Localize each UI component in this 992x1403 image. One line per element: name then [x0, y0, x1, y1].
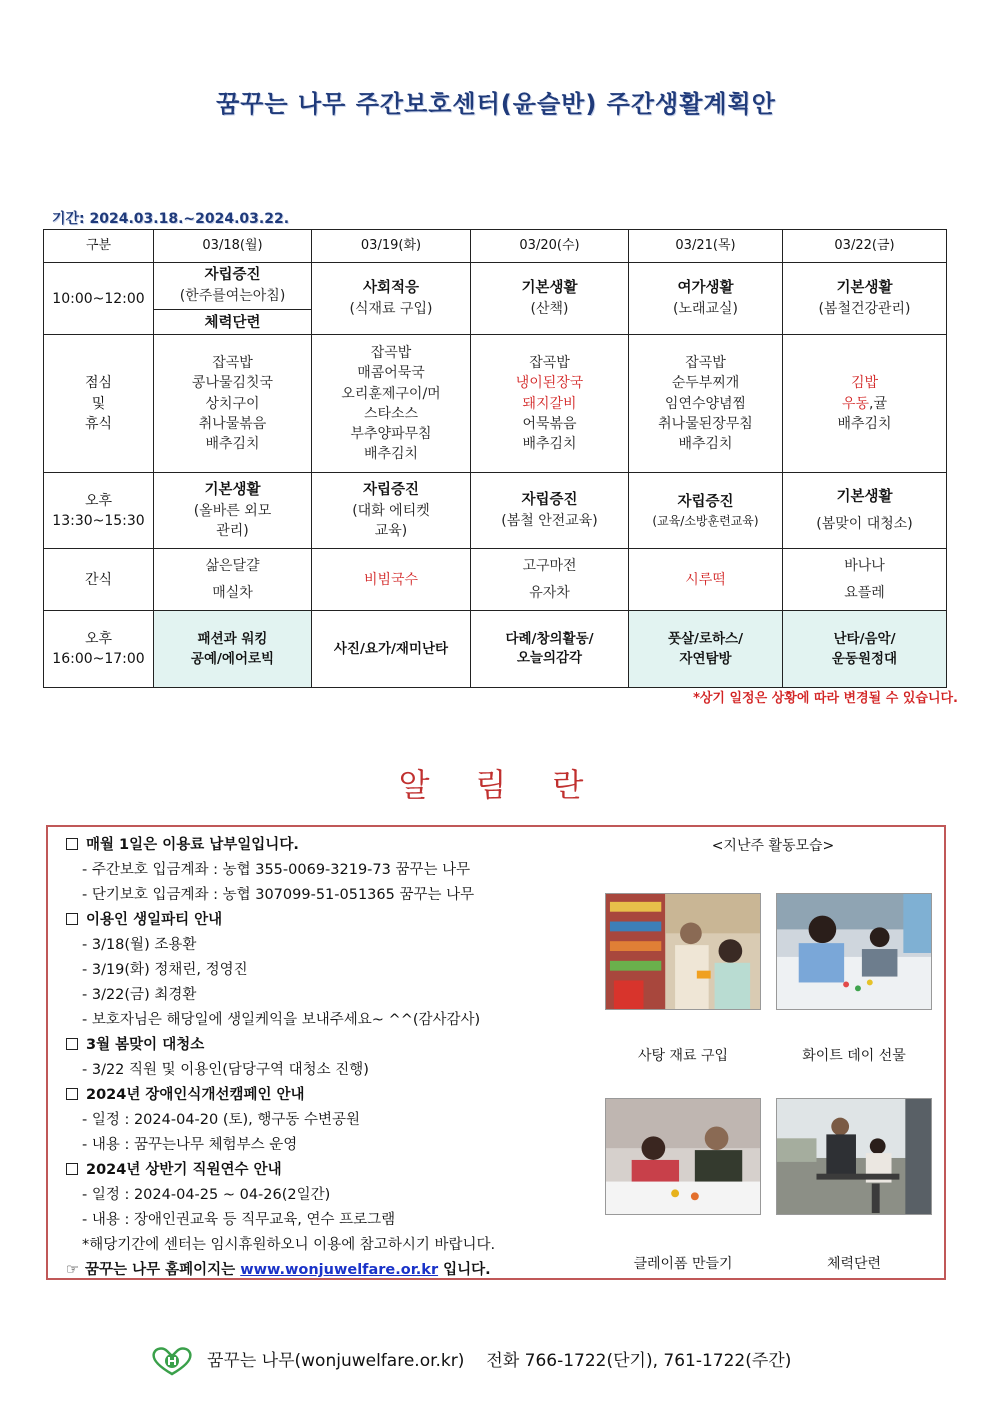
- footer: [150, 1346, 850, 1376]
- checkbox-square-icon: [66, 1088, 78, 1100]
- program-line: 다례/창의활동/: [505, 630, 594, 647]
- snack-item: 매실차: [212, 584, 253, 601]
- notice-board: [46, 825, 946, 1280]
- menu-cell: [154, 335, 312, 473]
- homepage-prefix: 꿈꾸는 나무 홈페이지는: [85, 1262, 241, 1278]
- row-label: 간식: [44, 549, 154, 611]
- snack-item: 유자차: [529, 584, 570, 601]
- menu-item-red: 우동: [841, 395, 870, 412]
- notice-text: 이용인 생일파티 안내: [86, 912, 223, 928]
- menu-item: 부추양파무침: [350, 426, 432, 443]
- weekly-schedule-table: [43, 229, 947, 688]
- menu-item: 상치구이: [205, 395, 260, 412]
- menu-item: 배추김치: [837, 415, 892, 432]
- cell-sub: 관리): [216, 523, 249, 540]
- row-label-line: 및: [91, 395, 106, 412]
- menu-item: 김밥: [850, 375, 879, 392]
- cell-sub: (한주를여는아침): [179, 288, 286, 305]
- notice-detail-item: [66, 1058, 606, 1083]
- homepage-line: [66, 1258, 606, 1283]
- snack-item: 요플레: [844, 584, 885, 601]
- row-label: [44, 611, 154, 688]
- notice-detail-item: [66, 1108, 606, 1133]
- notice-text: - 3/22 직원 및 이용인(담당구역 대청소 진행): [82, 1062, 369, 1078]
- cell-title: 자립증진: [204, 267, 261, 283]
- row-label-line: 휴식: [84, 415, 113, 432]
- footer-name: 꿈꾸는 나무(wonjuwelfare.or.kr): [207, 1351, 465, 1371]
- notice-detail-item: [66, 933, 606, 958]
- page-title: 꿈꾸는 나무 주간보호센터(윤슬반) 주간생활계획안: [216, 90, 776, 118]
- photo-white-day-gift: [776, 893, 932, 1010]
- notice-detail-item: [66, 983, 606, 1008]
- notice-list: [66, 833, 606, 1283]
- checkbox-square-icon: [66, 1038, 78, 1050]
- photo-clay-foam: [605, 1098, 761, 1215]
- photo-caption: 클레이폼 만들기: [633, 1256, 733, 1272]
- notice-heading-item: [66, 908, 606, 933]
- menu-item: 배추김치: [363, 446, 419, 463]
- notice-detail-item: [66, 958, 606, 983]
- pointing-hand-icon: ☞: [66, 1262, 79, 1278]
- table-header-row: [44, 230, 947, 263]
- cell-sub: (올바른 외모: [193, 503, 272, 520]
- cell-title: 자립증진: [362, 482, 420, 499]
- photo-caption: 화이트 데이 선물: [802, 1048, 906, 1064]
- photo-caption: 체력단련: [826, 1256, 882, 1272]
- notice-detail-item: [66, 1233, 606, 1258]
- cell-title: 체력단련: [204, 315, 261, 332]
- cell-title: 기본생활: [836, 489, 893, 506]
- snack-item: 삶은달걀: [205, 557, 260, 574]
- program-line: 운동원정대: [831, 651, 898, 668]
- notice-detail-item: [66, 1183, 606, 1208]
- snack-cell: [154, 549, 312, 611]
- notice-text: 2024년 상반기 직원연수 안내: [86, 1162, 282, 1178]
- notice-detail-item: [66, 883, 606, 908]
- program-line: 풋살/로하스/: [667, 631, 744, 648]
- cell-title: 자립증진: [677, 493, 734, 510]
- notice-text: *해당기간에 센터는 임시휴원하오니 이용에 참고하시기 바랍니다.: [82, 1237, 496, 1253]
- cell-title: 여가생활: [677, 280, 734, 296]
- notice-detail-item: [66, 1133, 606, 1158]
- row-label-line: 오후: [84, 492, 113, 509]
- snack-item: 비빔국수: [363, 571, 419, 588]
- checkbox-square-icon: [66, 838, 78, 850]
- menu-cell: [629, 335, 783, 473]
- menu-item: 오리훈제구이/머: [341, 385, 441, 402]
- notice-text: - 단기보호 입금계좌 : 농협 307099-51-051365 꿈꾸는 나무: [82, 887, 475, 903]
- notice-heading-item: [66, 1033, 606, 1058]
- photo-caption: 사탕 재료 구입: [637, 1048, 729, 1064]
- program-line: 공예/에어로빅: [190, 651, 275, 668]
- program-cell: [471, 611, 629, 688]
- row-label-line: 오후: [84, 631, 113, 648]
- schedule-change-note: *상기 일정은 상황에 따라 변경될 수 있습니다.: [693, 691, 958, 706]
- notice-text: - 내용 : 장애인권교육 등 직무교육, 연수 프로그램: [82, 1212, 396, 1228]
- notice-heading-item: [66, 833, 606, 858]
- menu-item: 취나물된장무침: [658, 415, 753, 432]
- schedule-cell: [154, 263, 312, 335]
- menu-item: [783, 394, 946, 414]
- snack-cell: [312, 549, 471, 611]
- program-line: 사진/요가/재미난타: [333, 640, 449, 657]
- schedule-cell: [783, 473, 947, 549]
- cell-sub: (대화 에티켓: [352, 503, 430, 520]
- program-cell: [783, 611, 947, 688]
- notice-text: - 보호자님은 해당일에 생일케익을 보내주세요~ ^^(감사감사): [82, 1012, 481, 1028]
- snack-row: [44, 549, 947, 611]
- notice-text: - 3/18(월) 조용환: [82, 937, 197, 953]
- snack-item: 바나나: [844, 557, 885, 574]
- menu-cell: [312, 335, 471, 473]
- row-label-line: 13:30~15:30: [52, 512, 145, 529]
- program-cell: [629, 611, 783, 688]
- cell-sub: (산책): [530, 301, 569, 318]
- day-header: 03/22(금): [783, 230, 947, 263]
- cell-sub: (봄맞이 대청소): [816, 516, 913, 533]
- menu-item: 스타소스: [363, 405, 419, 422]
- day-header: 03/20(수): [471, 230, 629, 263]
- program-line: 난타/음악/: [833, 631, 896, 648]
- menu-item: 어묵볶음: [522, 415, 577, 432]
- activities-title: <지난주 활동모습>: [711, 838, 835, 854]
- notice-text: 매월 1일은 이용료 납부일입니다.: [86, 837, 299, 853]
- snack-cell: [783, 549, 947, 611]
- program-line: 오늘의감각: [516, 650, 583, 667]
- afternoon-row: [44, 473, 947, 549]
- program-cell: [154, 611, 312, 688]
- cell-sub: (교육/소방훈련교육): [652, 513, 759, 528]
- day-header: 03/18(월): [154, 230, 312, 263]
- footer-text: [207, 1346, 791, 1376]
- cell-title: 자립증진: [521, 492, 578, 509]
- menu-item-rest: ,귤: [869, 395, 888, 412]
- homepage-link[interactable]: www.wonjuwelfare.or.kr: [240, 1262, 439, 1278]
- menu-item: 매콤어묵국: [357, 365, 425, 382]
- notice-text: - 3/22(금) 최경환: [82, 987, 197, 1003]
- snack-item: 시루떡: [685, 571, 726, 588]
- schedule-cell: [471, 263, 629, 335]
- row-label: [44, 335, 154, 473]
- day-header: 03/21(목): [629, 230, 783, 263]
- corner-cell: 구분: [44, 230, 154, 263]
- snack-item: 고구마전: [522, 557, 577, 574]
- schedule-cell: [629, 473, 783, 549]
- cell-sub: (봄철건강관리): [818, 301, 911, 318]
- row-label-line: 점심: [84, 375, 113, 392]
- late-afternoon-row: [44, 611, 947, 688]
- morning-row: [44, 263, 947, 335]
- notice-heading-item: [66, 1158, 606, 1183]
- cell-title: 기본생활: [204, 482, 261, 499]
- photo-fitness: [776, 1098, 932, 1215]
- snack-cell: [629, 549, 783, 611]
- cell-title: 사회적응: [362, 280, 420, 296]
- menu-item: 잡곡밥: [529, 355, 570, 372]
- footer-phone: 전화 766-1722(단기), 761-1722(주간): [486, 1351, 792, 1371]
- notice-text: 2024년 장애인식개선캠페인 안내: [86, 1087, 305, 1103]
- menu-item: 순두부찌개: [671, 375, 740, 392]
- cell-sub: 교육): [374, 523, 408, 540]
- menu-item: 잡곡밥: [370, 344, 412, 361]
- program-line: 패션과 워킹: [197, 631, 268, 648]
- notice-text: 3월 봄맞이 대청소: [86, 1037, 205, 1053]
- notice-detail-item: [66, 858, 606, 883]
- menu-item: 냉이된장국: [515, 375, 584, 392]
- center-logo-icon: [150, 1346, 194, 1376]
- checkbox-square-icon: [66, 913, 78, 925]
- row-label-line: 16:00~17:00: [52, 651, 145, 668]
- lunch-row: [44, 335, 947, 473]
- schedule-cell: [154, 473, 312, 549]
- photo-candy-shopping: [605, 893, 761, 1010]
- menu-item: 배추김치: [205, 436, 260, 453]
- notice-detail-item: [66, 1008, 606, 1033]
- menu-item: 취나물볶음: [198, 415, 267, 432]
- schedule-cell: [629, 263, 783, 335]
- notice-text: - 내용 : 꿈꾸는나무 체험부스 운영: [82, 1137, 298, 1153]
- program-line: 자연탐방: [679, 651, 732, 668]
- notice-text: - 일정 : 2024-04-25 ~ 04-26(2일간): [82, 1187, 331, 1203]
- cell-sub: (노래교실): [672, 301, 739, 318]
- menu-item: 잡곡밥: [212, 355, 253, 372]
- program-cell: [312, 611, 471, 688]
- cell-sub: (식재료 구입): [349, 301, 433, 318]
- schedule-cell: [471, 473, 629, 549]
- notice-text: - 주간보호 입금계좌 : 농협 355-0069-3219-73 꿈꾸는 나무: [82, 862, 471, 878]
- menu-cell: [471, 335, 629, 473]
- menu-item: 배추김치: [522, 436, 577, 453]
- menu-item: 배추김치: [678, 436, 733, 453]
- cell-title: 기본생활: [521, 280, 578, 296]
- day-header: 03/19(화): [312, 230, 471, 263]
- cell-sub: (봄철 안전교육): [501, 513, 598, 530]
- snack-cell: [471, 549, 629, 611]
- notice-heading-item: [66, 1083, 606, 1108]
- row-label: 10:00~12:00: [44, 263, 154, 335]
- notice-text: - 일정 : 2024-04-20 (토), 행구동 수변공원: [82, 1112, 361, 1128]
- notice-text: - 3/19(화) 정채린, 정영진: [82, 962, 248, 978]
- row-label: [44, 473, 154, 549]
- notice-detail-item: [66, 1208, 606, 1233]
- cell-title: 기본생활: [836, 280, 893, 296]
- schedule-cell: [783, 263, 947, 335]
- period-label: 기간: 2024.03.18.~2024.03.22.: [52, 211, 290, 227]
- schedule-cell: [312, 473, 471, 549]
- menu-item: 돼지갈비: [522, 395, 577, 412]
- menu-item: 임연수양념찜: [664, 395, 747, 412]
- homepage-suffix: 입니다.: [438, 1262, 491, 1278]
- schedule-cell: [312, 263, 471, 335]
- notice-heading: 알림란: [398, 766, 630, 804]
- menu-cell: [783, 335, 947, 473]
- checkbox-square-icon: [66, 1163, 78, 1175]
- menu-item: 콩나물김칫국: [191, 375, 274, 392]
- menu-item: 잡곡밥: [685, 355, 726, 372]
